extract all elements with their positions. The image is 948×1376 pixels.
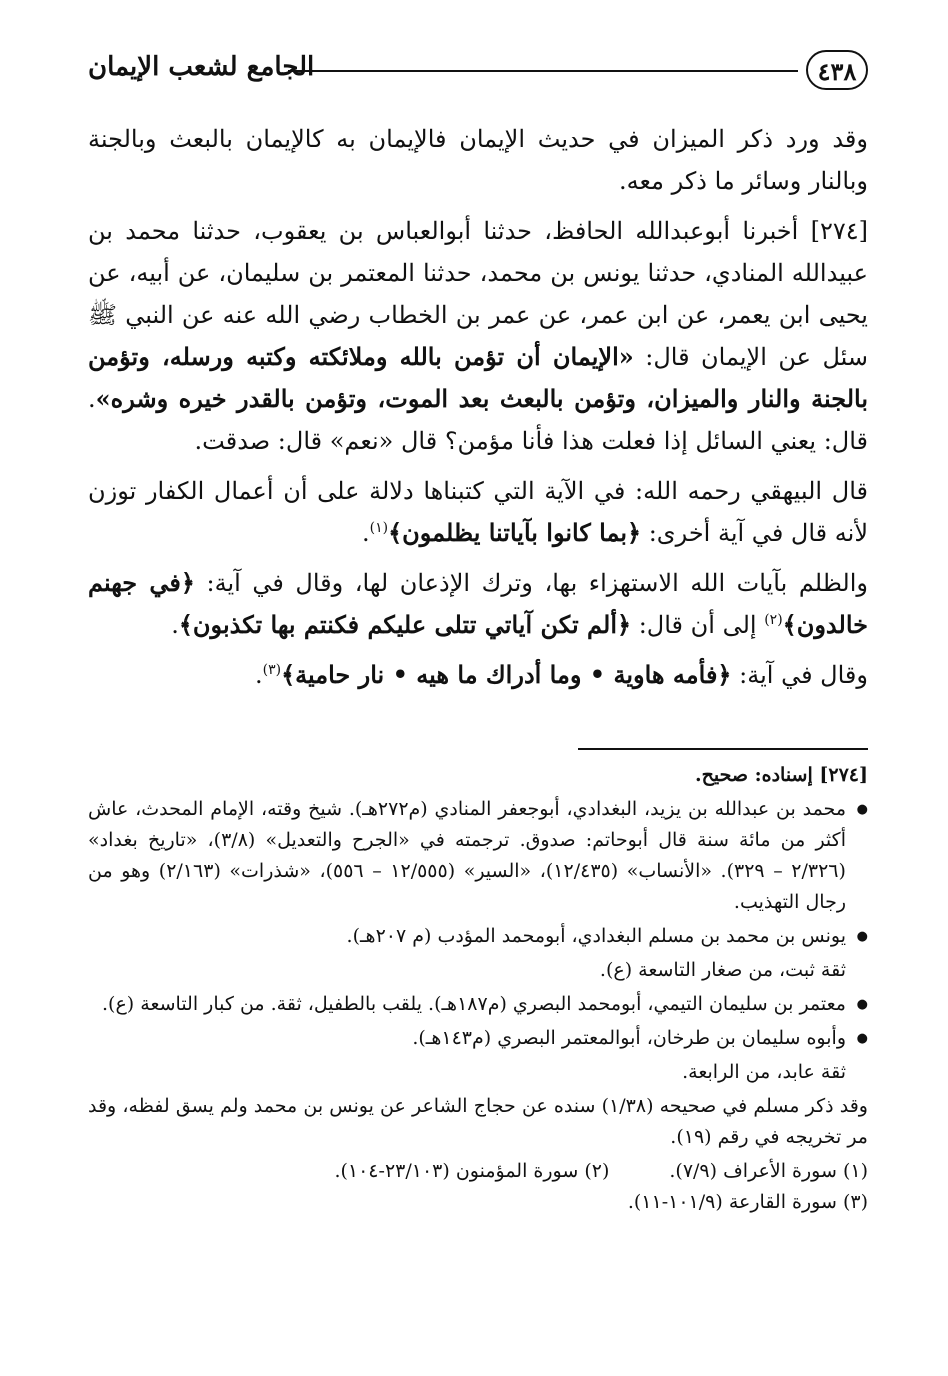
footnote-2: (٢) سورة المؤمنون (٢٣/١٠٣-١٠٤). xyxy=(334,1160,610,1182)
paragraph-mizan xyxy=(88,118,868,202)
narrator-yunus-grade: ثقة ثبت، من صغار التاسعة (ع). xyxy=(599,959,846,981)
narrator-sulayman-grade: ثقة عابد، من الرابعة. xyxy=(682,1061,846,1083)
footnotes xyxy=(88,760,868,1221)
zulm-text: والظلم بآيات الله الاستهزاء بها، وترك الإذعان لها، وقال في آية: xyxy=(206,569,868,597)
hadith-matn: «الإيمان أن تؤمن بالله وملائكته وكتبه ورسله، وتؤمن بالجنة والنار والميزان، وتؤمن بالبعث بعد الموت، وتؤمن بالقدر خيره وشره» xyxy=(88,342,868,413)
narrator-munadi: ● محمد بن عبدالله بن يزيد، البغدادي، أبوجعفر المنادي (م٢٧٢هـ). شيخ وقته، الإمام المحدث، عاش أكثر من مائة سنة قال أبوحاتم: صدوق. ترجمته في «الجرح والتعديل» (٣/٨)، «تاريخ بغداد» (٢/٣٢٦ – ٣٢٩). «الأنساب» (١٢/٤٣٥)، «السير» (١٢/٥٥٥ – ٥٥٦)، «شذرات» (٢/١٦٣) وهو من رجال التهذيب. xyxy=(88,794,868,918)
muslim-note: وقد ذكر مسلم في صحيحه (١/٣٨) سنده عن حجاج الشاعر عن يونس بن محمد ولم يسق لفظه، وقد مر تخريجه في رقم (١٩). xyxy=(88,1095,868,1148)
zulm-end: . xyxy=(171,611,179,639)
zulm-middle: إلى أن قال: xyxy=(638,611,757,639)
verse-tukadhdhibun: ﴿ألم تكن آياتي تتلى عليكم فكنتم بها تكذبون﴾ xyxy=(178,610,632,639)
verse-khalidun: ﴿في جهنم خالدون﴾ xyxy=(88,568,868,639)
footnote-ref-1: (١) xyxy=(369,520,389,536)
paragraph-hadith-274 xyxy=(88,210,868,462)
paragraph-mizan-text: وقد ورد ذكر الميزان في حديث الإيمان فالإيمان به كالإيمان بالبعث وبالجنة وبالنار وسائر ما ذكر معه. xyxy=(88,125,868,195)
narrator-sulayman: ● وأبوه سليمان بن طرخان، أبوالمعتمر البصري (م١٤٣هـ). xyxy=(88,1023,868,1054)
paragraph-qariah xyxy=(88,654,868,696)
narrator-mutamir: ● معتمر بن سليمان التيمي، أبومحمد البصري (م١٨٧هـ). يلقب بالطفيل، ثقة. من كبار التاسعة (ع). xyxy=(88,989,868,1020)
footnote-1: (١) سورة الأعراف (٧/٩). xyxy=(669,1160,868,1182)
paragraph-zulm xyxy=(88,562,868,646)
page-number: ٤٣٨ xyxy=(806,50,868,90)
footnote-ref-3: (٣) xyxy=(262,662,282,678)
paragraph-bayhaqi xyxy=(88,470,868,554)
footnote-3: (٣) سورة القارعة (١٠١/٩-١١). xyxy=(627,1191,868,1213)
book-title: الجامع لشعب الإيمان xyxy=(88,52,315,82)
header-rule xyxy=(288,70,798,72)
narrator-yunus: ● يونس بن محمد بن مسلم البغدادي، أبومحمد المؤدب (م ٢٠٧هـ). xyxy=(88,921,868,952)
footnote-ref-2: (٢) xyxy=(764,612,783,628)
footnote-refs-row xyxy=(88,1156,868,1187)
verse-hawiyah: ﴿فأمه هاوية • وما أدراك ما هيه • نار حامية﴾ xyxy=(281,660,732,689)
footnote-head: [٢٧٤] إسناده: صحيح. xyxy=(694,764,868,786)
footnote-divider xyxy=(578,748,868,750)
page-header xyxy=(88,48,868,98)
qariah-end: . xyxy=(254,661,263,689)
hadith-isnad: [٢٧٤] أخبرنا أبوعبدالله الحافظ، حدثنا أبوالعباس بن يعقوب، حدثنا محمد بن عبيدالله المنادي، حدثنا يونس بن محمد، حدثنا المعتمر بن سليمان، عن أبيه، عن يحيى ابن يعمر، عن ابن عمر، عن عمر بن الخطاب رضي الله عنه عن النبي ﷺ سئل عن الإيمان قال: xyxy=(88,217,868,371)
verse-yazlimun: ﴿بما كانوا بآياتنا يظلمون﴾ xyxy=(388,518,642,547)
bayhaqi-text: قال البيهقي رحمه الله: في الآية التي كتبناها دلالة على أن أعمال الكفار توزن لأنه قال في آية أخرى: xyxy=(88,477,868,547)
qariah-text: وقال في آية: xyxy=(739,661,868,689)
main-text xyxy=(88,118,868,704)
hadith-continuation: . قال: يعني السائل إذا فعلت هذا فأنا مؤمن؟ قال «نعم» قال: صدقت. xyxy=(88,385,868,455)
bayhaqi-end: . xyxy=(361,519,370,547)
